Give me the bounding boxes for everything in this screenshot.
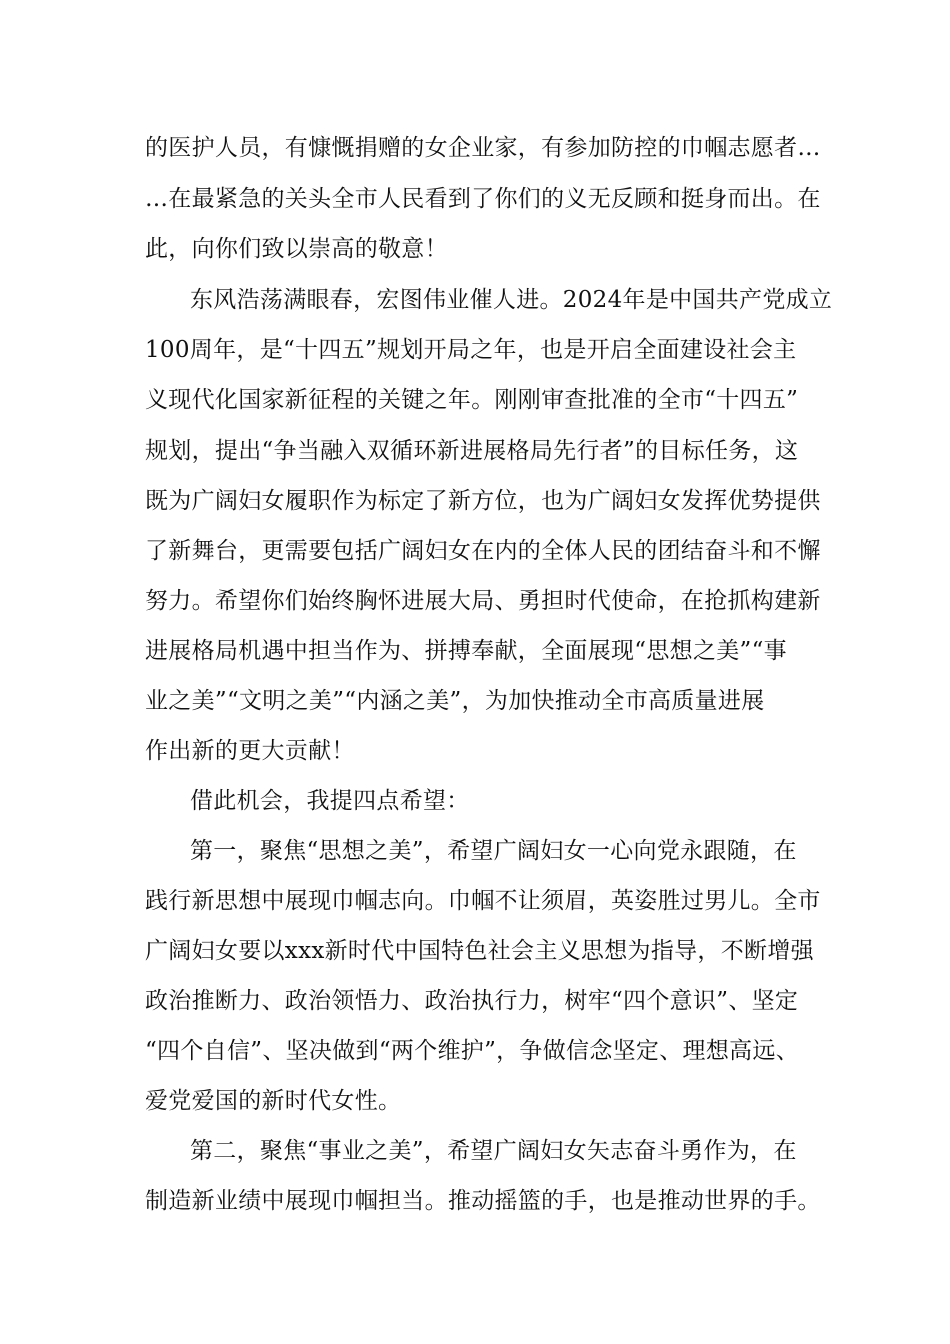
text-line: 100周年，是“十四五”规划开局之年，也是开启全面建设社会主 [145, 337, 797, 363]
text-line: 爱党爱国的新时代女性。 [145, 1088, 402, 1114]
paragraph-first-line: 第一，聚焦“思想之美”，希望广阔妇女一心向党永跟随，在 [190, 838, 797, 864]
paragraph-first-line: 借此机会，我提四点希望： [190, 788, 470, 814]
text-line: 了新舞台，更需要包括广阔妇女在内的全体人民的团结奋斗和不懈 [145, 538, 821, 564]
text-line: 既为广阔妇女履职作为标定了新方位，也为广阔妇女发挥优势提供 [145, 488, 821, 514]
text-line: 作出新的更大贡献！ [145, 738, 355, 764]
text-line: 政治推断力、政治领悟力、政治执行力，树牢“四个意识”、坚定 [145, 988, 799, 1014]
text-line: 制造新业绩中展现巾帼担当。推动摇篮的手，也是推动世界的手。 [145, 1188, 821, 1214]
text-line: 义现代化国家新征程的关键之年。刚刚审查批准的全市“十四五” [145, 387, 799, 413]
text-line: 践行新思想中展现巾帼志向。巾帼不让须眉，英姿胜过男儿。全市 [145, 888, 821, 914]
text-line: 规划，提出“争当融入双循环新进展格局先行者”的目标任务，这 [145, 438, 799, 464]
text-line: 广阔妇女要以xxx新时代中国特色社会主义思想为指导，不断增强 [145, 938, 814, 964]
text-line: …在最紧急的关头全市人民看到了你们的义无反顾和挺身而出。在 [145, 186, 821, 212]
text-line: 努力。希望你们始终胸怀进展大局、勇担时代使命，在抢抓构建新 [145, 588, 821, 614]
text-line: 的医护人员，有慷慨捐赠的女企业家，有参加防控的巾帼志愿者… [145, 135, 821, 161]
text-line: 此，向你们致以崇高的敬意！ [145, 236, 448, 262]
paragraph-first-line: 东风浩荡满眼春，宏图伟业催人进。2024年是中国共产党成立 [190, 287, 833, 313]
paragraph-first-line: 第二，聚焦“事业之美”，希望广阔妇女矢志奋斗勇作为，在 [190, 1138, 797, 1164]
text-line: 业之美”“文明之美”“内涵之美”，为加快推动全市高质量进展 [145, 688, 765, 714]
text-line: 进展格局机遇中担当作为、拼搏奉献，全面展现“思想之美”“事 [145, 638, 787, 664]
text-line: “四个自信”、坚决做到“两个维护”，争做信念坚定、理想高远、 [145, 1038, 800, 1064]
